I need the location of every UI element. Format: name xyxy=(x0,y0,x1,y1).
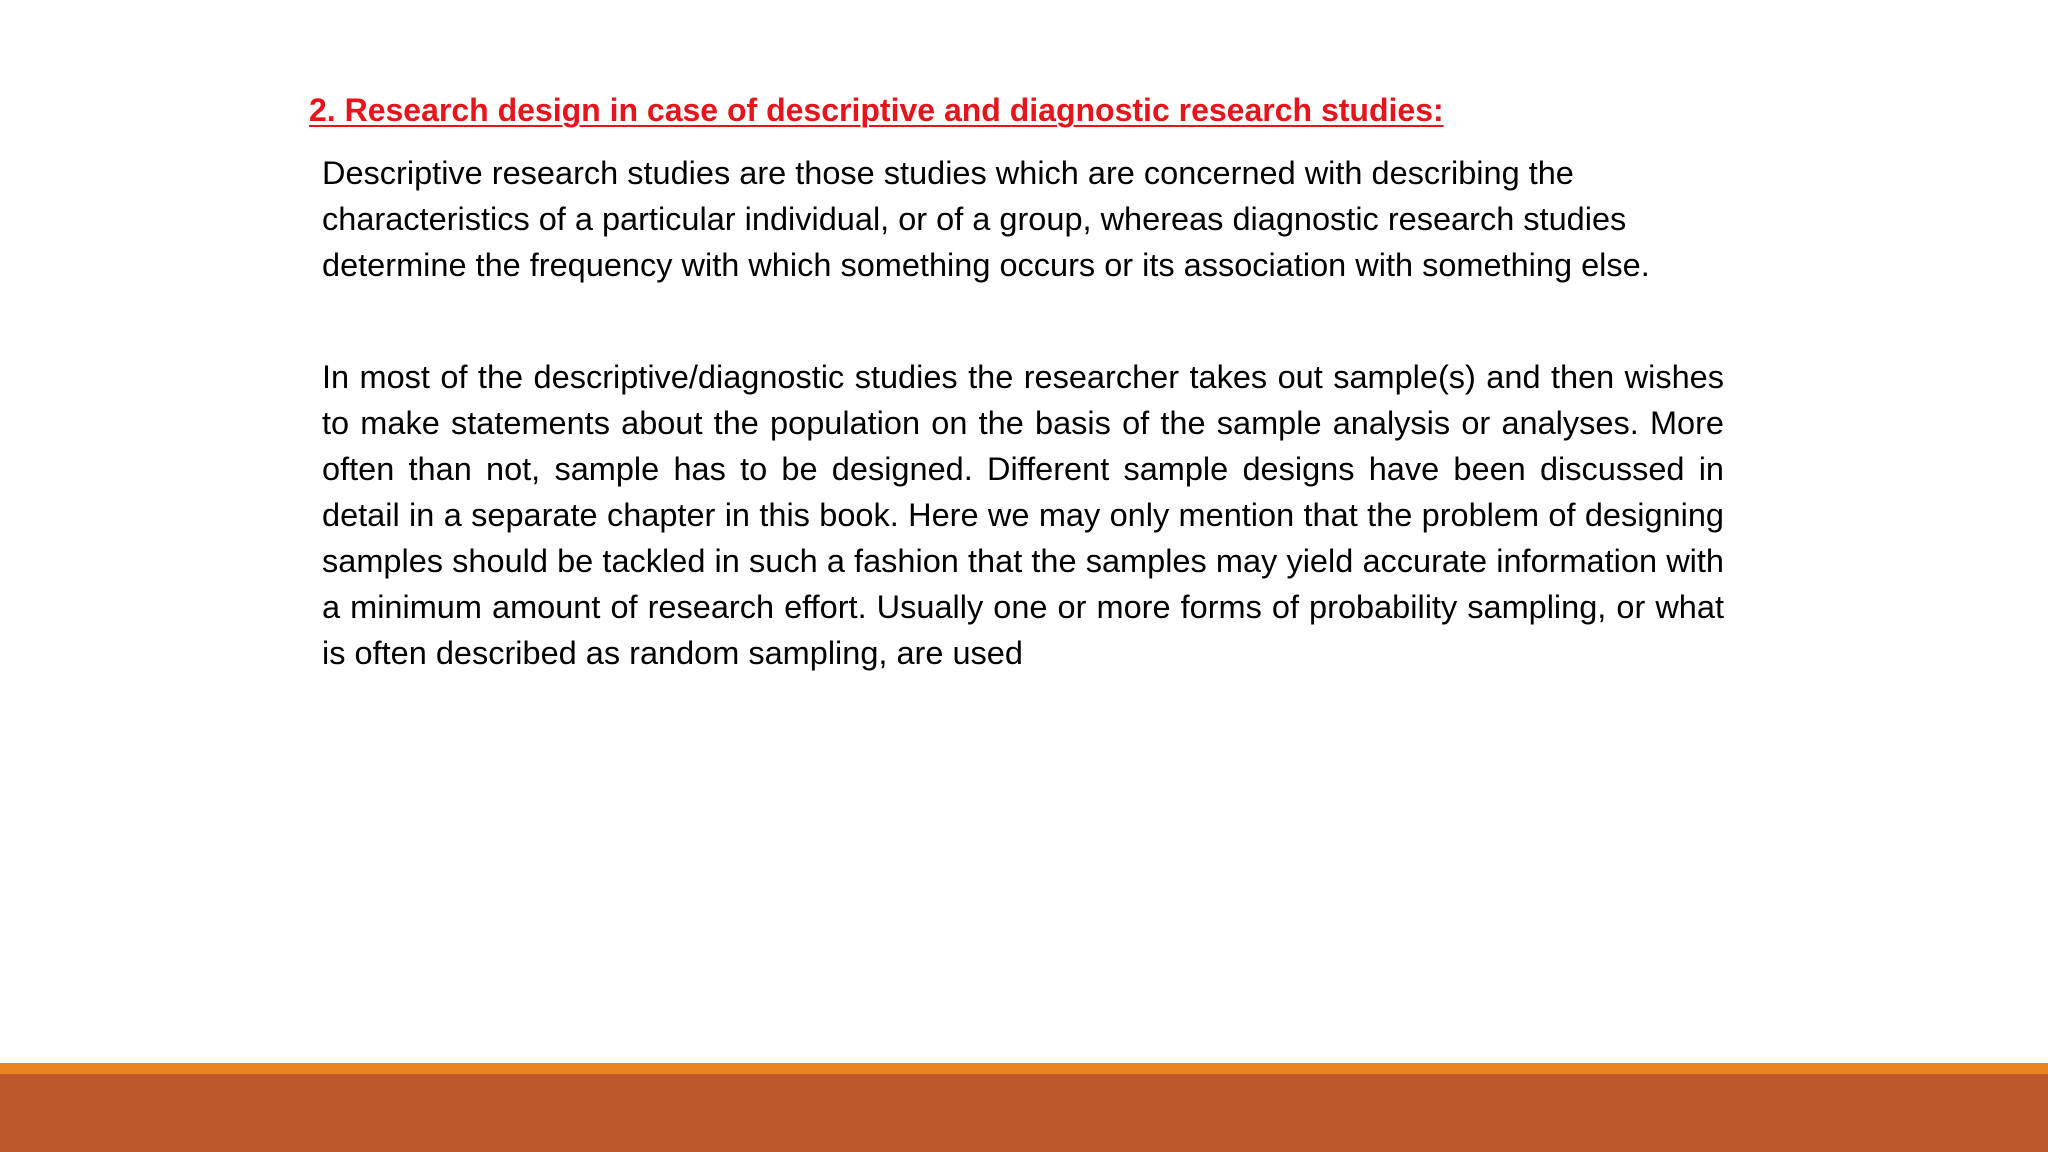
paragraph-sampling: In most of the descriptive/diagnostic studies the researcher takes out sample(s) and then wishes to make statements about the population on the basis of the sample analysis or analyses. More often than not, sample has to be designed. Different sample designs have been discussed in detail in a separate chapter in this book. Here we may only mention that the problem of designing samples should be tackled in such a fashion that the samples may yield accurate information with a minimum amount of research effort. Usually one or more forms of probability sampling, or what is often described as random sampling, are used xyxy=(322,359,1724,671)
footer-band-accent xyxy=(0,1063,2048,1074)
footer-band xyxy=(0,1074,2048,1152)
paragraph-descriptive-definition: Descriptive research studies are those studies which are concerned with describing the characteristics of a particular individual, or of a group, whereas diagnostic research studies determine the frequency with which something occurs or its association with something else. xyxy=(322,155,1650,283)
slide-heading: 2. Research design in case of descriptive and diagnostic research studies: xyxy=(309,92,1444,128)
